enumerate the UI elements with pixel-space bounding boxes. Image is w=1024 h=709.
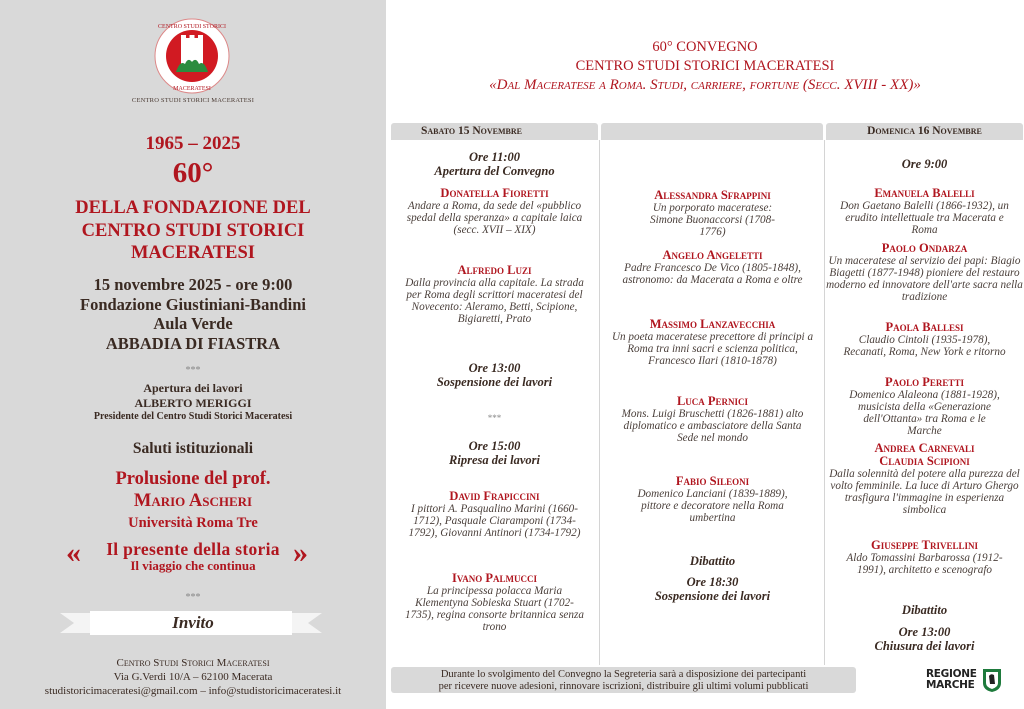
time-label: Ore 15:00 xyxy=(468,439,521,453)
talk-title: Andare a Roma, da sede del «pubblico spedal della speranza» a capitale laica (secc. XVII – XIX) xyxy=(406,200,583,236)
prolusion-speaker: Mario Ascheri xyxy=(133,491,253,511)
talk-item xyxy=(602,249,823,286)
svg-text:CENTRO STUDI STORICI: CENTRO STUDI STORICI xyxy=(158,24,226,30)
talk-title: Claudio Cintoli (1935-1978), Recanati, Roma, New York e ritorno xyxy=(843,334,1006,358)
talk-title: Un maceratese al servizio dei papi: Biagio Biagetti (1877-1948) pioniere del restauro moderno ed innovatore dell'arte sacra nella tradizione xyxy=(826,255,1023,303)
speaker-name: Ivano Palmucci xyxy=(452,571,537,585)
foundation-line: CENTRO STUDI STORICI xyxy=(81,220,305,241)
talk-title: Mons. Luigi Bruschetti (1826-1881) alto diplomatico e ambasciatore della Santa Sede nel mondo xyxy=(621,408,804,444)
talk-item xyxy=(826,321,1023,358)
speaker-name: Claudia Scipioni xyxy=(879,454,970,468)
talk-title: La principessa polacca Maria Klementyna Sobieska Stuart (1702-1735), regina consorte britannica senza trono xyxy=(405,585,584,633)
talk-item xyxy=(826,539,1023,576)
speaker-name: Andrea Carnevali xyxy=(874,441,975,455)
event-date: 15 novembre 2025 - ore 9:00 xyxy=(93,275,293,294)
talk-item xyxy=(391,187,598,236)
speaker-name: Paolo Peretti xyxy=(885,375,964,389)
opening-block xyxy=(0,381,386,425)
quote-close-icon: » xyxy=(293,536,308,569)
organization-emails[interactable]: studistoricimaceratesi@gmail.com – info@studistoricimaceratesi.it xyxy=(44,685,342,697)
opening-label: Apertura dei lavori xyxy=(143,381,243,395)
invitation-label: Invito xyxy=(172,613,214,632)
venue-line: Fondazione Giustiniani-Bandini xyxy=(79,294,307,314)
regione-marche-wordmark xyxy=(926,669,977,691)
speaker-name: Donatella Fioretti xyxy=(440,186,549,200)
speaker-name: Angelo Angeletti xyxy=(662,248,763,262)
talk-item xyxy=(826,376,1023,437)
talk-item xyxy=(826,242,1023,303)
talk-title: I pittori A. Pasqualino Marini (1660-1712), Pasquale Ciaramponi (1734-1792), Giovanni Antinori (1734-1792) xyxy=(408,503,581,539)
saturday-header: Sabato 15 Novembre xyxy=(391,123,598,140)
separator: *** xyxy=(185,592,201,603)
prolusion-label: Prolusione del prof. xyxy=(115,469,271,489)
time-description: Apertura del Convegno xyxy=(434,164,555,178)
talk-title: Padre Francesco De Vico (1805-1848), astronomo: da Macerata a Roma e oltre xyxy=(622,262,803,286)
talk-item xyxy=(602,318,823,367)
speaker-name: David Frapiccini xyxy=(449,489,540,503)
time-description: Chiusura dei lavori xyxy=(874,639,975,653)
regione-marche-logo xyxy=(926,668,1008,694)
talk-title: Aldo Tomassini Barbarossa (1912-1991), architetto e scenografo xyxy=(846,552,1003,576)
time-label: Ore 13:00 xyxy=(468,361,521,375)
talk-item xyxy=(826,187,1023,236)
conference-edition: 60° CONVEGNO xyxy=(652,39,758,55)
saturday-afternoon-column xyxy=(602,189,823,659)
talk-title: Don Gaetano Balelli (1866-1932), un erudito intellettuale tra Macerata e Roma xyxy=(840,200,1009,236)
left-panel xyxy=(0,0,386,709)
time-description: Ripresa dei lavori xyxy=(449,453,540,467)
quote-open-icon: « xyxy=(66,536,81,569)
organization-name: Centro Studi Storici Maceratesi xyxy=(116,657,270,669)
note-line: per ricevere nuove adesioni, rinnovare iscrizioni, distribuire gli ultimi volumi pubblicati xyxy=(438,680,809,692)
speaker-name: Alfredo Luzi xyxy=(457,263,532,277)
schedule-time xyxy=(602,575,823,603)
sunday-column xyxy=(826,157,1023,657)
talk-item xyxy=(391,490,598,539)
foundation-line: DELLA FONDAZIONE DEL xyxy=(75,198,311,218)
foundation-line: MACERATESI xyxy=(130,243,256,263)
schedule-time xyxy=(391,361,598,389)
venue-line: Aula Verde xyxy=(153,314,233,333)
conference-organizer: CENTRO STUDI STORICI MACERATESI xyxy=(575,58,835,74)
foundation-title xyxy=(0,197,386,265)
time-description: Sospensione dei lavori xyxy=(436,375,553,389)
sunday-header: Domenica 16 Novembre xyxy=(826,123,1023,140)
talk-item xyxy=(391,264,598,325)
program-panel xyxy=(386,0,1024,709)
talk-title: Domenico Lanciani (1839-1889), pittore e decoratore nella Roma umbertina xyxy=(637,488,788,524)
sponsor-line: MARCHE xyxy=(926,679,975,691)
talk-item xyxy=(391,572,598,633)
prolusion-block xyxy=(0,468,386,534)
speaker-name: Alessandra Sfrappini xyxy=(654,188,771,202)
conference-theme: «Dal Maceratese a Roma. Studi, carriere, fortune (Secc. XVIII - XX)» xyxy=(489,77,921,93)
organization-address: Via G.Verdi 10/A – 62100 Macerata xyxy=(113,671,273,683)
anniversary-number: 60° xyxy=(172,157,214,189)
talk-title: Dalla provincia alla capitale. La strada per Roma degli scrittori maceratesi del Novecento: Aleramo, Betti, Scipione, Bigiaretti, Prato xyxy=(405,277,584,325)
conference-title xyxy=(386,38,1024,95)
time-label: Ore 11:00 xyxy=(468,150,521,164)
middle-header xyxy=(601,123,823,140)
talk-item xyxy=(602,189,823,238)
talk-title: Dalla solennità del potere alla purezza del volto femminile. La luce di Arturo Ghergo trasfigura l'immagine in esperienza simbolica xyxy=(829,468,1020,516)
speaker-name: Fabio Sileoni xyxy=(675,474,750,488)
event-details xyxy=(0,275,386,353)
separator: *** xyxy=(487,413,502,423)
opening-speaker: ALBERTO MERIGGI xyxy=(134,395,252,410)
speaker-name: Luca Pernici xyxy=(676,394,749,408)
sponsor-line: REGIONE xyxy=(926,668,977,680)
prolusion-title-block xyxy=(0,536,386,573)
separator: *** xyxy=(185,365,201,376)
column-divider xyxy=(599,140,600,665)
column-divider xyxy=(824,140,825,665)
organization-contact xyxy=(0,656,386,698)
talk-title: Un poeta maceratese precettore di principi a Roma tra inni sacri e scienza politica, Francesco Ilari (1810-1878) xyxy=(611,331,814,367)
regione-marche-shield-icon xyxy=(982,668,1002,693)
opening-role: Presidente del Centro Studi Storici Maceratesi xyxy=(93,411,293,422)
schedule-time xyxy=(391,150,598,178)
schedule-time xyxy=(391,439,598,467)
logo-caption: CENTRO STUDI STORICI MACERATESI xyxy=(131,97,255,104)
prolusion-title: Il presente della storia xyxy=(106,539,280,559)
schedule-time xyxy=(826,625,1023,653)
speaker-name: Emanuela Balelli xyxy=(874,186,975,200)
talk-title: Un porporato maceratese: Simone Buonaccorsi (1708-1776) xyxy=(650,202,775,238)
venue-line: ABBADIA DI FIASTRA xyxy=(105,333,281,353)
time-description: Sospensione dei lavori xyxy=(654,589,771,603)
prolusion-affiliation: Università Roma Tre xyxy=(128,515,258,531)
talk-item xyxy=(602,475,823,524)
time-label: Ore 9:00 xyxy=(901,157,948,171)
talk-title: Domenico Alaleona (1881-1928), musicista della «Generazione dell'Ottanta» tra Roma e le Marche xyxy=(849,389,1000,437)
society-logo-icon xyxy=(154,18,230,94)
greetings: Saluti istituzionali xyxy=(132,440,254,457)
talk-item xyxy=(826,442,1023,516)
speaker-name: Paola Ballesi xyxy=(885,320,964,334)
talk-item xyxy=(602,395,823,444)
debate-label: Dibattito xyxy=(689,554,736,568)
prolusion-subtitle: Il viaggio che continua xyxy=(130,558,256,573)
time-label: Ore 13:00 xyxy=(898,625,951,639)
secretariat-note xyxy=(391,667,856,693)
time-label: Ore 18:30 xyxy=(686,575,739,589)
speaker-name: Giuseppe Trivellini xyxy=(871,538,978,552)
speaker-name: Paolo Ondarza xyxy=(881,241,968,255)
saturday-morning-column xyxy=(391,150,598,660)
anniversary-years: 1965 – 2025 xyxy=(145,133,241,154)
debate-label: Dibattito xyxy=(901,603,948,617)
svg-text:MACERATESI: MACERATESI xyxy=(173,86,211,92)
note-line: Durante lo svolgimento del Convegno la Segreteria sarà a disposizione dei partecipanti xyxy=(440,669,807,680)
speaker-name: Massimo Lanzavecchia xyxy=(649,317,776,331)
